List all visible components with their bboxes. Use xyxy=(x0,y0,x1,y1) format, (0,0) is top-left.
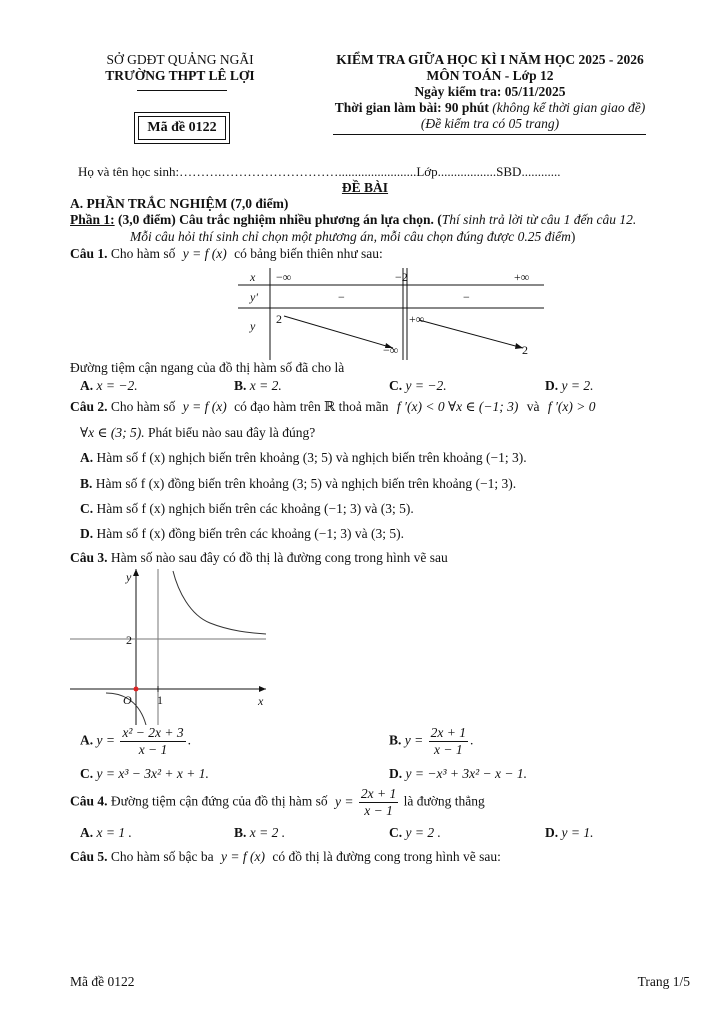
q3-y-arrow xyxy=(133,569,139,576)
part1-title: (3,0 điểm) Câu trắc nghiệm nhiều phương án lựa chọn. ( xyxy=(114,212,442,227)
q1-x-left: −∞ xyxy=(276,270,292,284)
q1-row-x: x xyxy=(250,270,256,284)
q4-option-a[interactable]: A. x = 1 . xyxy=(80,825,132,840)
exam-code-label: Mã đề 0122 xyxy=(138,116,226,140)
department-name: SỞ GDĐT QUẢNG NGÃI xyxy=(106,52,254,67)
q3-curve-right xyxy=(173,571,266,634)
q3-option-a[interactable]: A. y = $\frac{\text{x² − 2x + 3}}{x - 1}$ . xyxy=(80,725,191,757)
part1-label: Phần 1: xyxy=(70,212,115,227)
q1-function: y = f (x) xyxy=(182,246,227,261)
q1-variation-table xyxy=(238,268,544,360)
part1-note: Thí sinh trả lời từ câu 1 đến câu 12. xyxy=(441,212,637,227)
exam-title: KIỂM TRA GIỮA HỌC KÌ I NĂM HỌC 2025 - 2026 xyxy=(336,52,644,67)
q2-option-d[interactable]: D. Hàm số f (x) đồng biến trên các khoảng (−1; 3) và (3; 5). xyxy=(80,526,405,541)
q3-option-a-fraction: $\frac{\text{x² − 2x + 3}}{x - 1}$ xyxy=(122,725,184,757)
school-name: TRƯỜNG THPT LÊ LỢI xyxy=(105,68,255,83)
q1-row-yprime: y' xyxy=(250,290,258,304)
q1-option-c[interactable]: C. y = −2. xyxy=(389,378,447,393)
date-label: Ngày kiểm tra: xyxy=(414,84,502,99)
q4-option-d[interactable]: D. y = 1. xyxy=(545,825,594,840)
q1-x-mid: −2 xyxy=(395,270,408,284)
q3-x-label: x xyxy=(258,694,264,708)
q3-origin-label: O xyxy=(123,693,132,707)
q3-option-d[interactable]: D. y = −x³ + 3x² − x − 1. xyxy=(389,766,527,781)
footer-page-number: Trang 1/5 xyxy=(637,974,690,989)
part1-line2: Mỗi câu hỏi thí sinh chỉ chọn một phương án, mỗi câu chọn đúng được 0.25 điểm) xyxy=(130,229,576,244)
q1-x-right: +∞ xyxy=(514,270,530,284)
q2-option-c[interactable]: C. Hàm số f (x) nghịch biến trên các khoảng (−1; 3) và (3; 5). xyxy=(80,501,414,516)
q2-stem-line2: ∀x ∈ (3; 5). Phát biểu nào sau đây là đúng? xyxy=(80,425,316,440)
exam-duration xyxy=(300,100,680,116)
q3-label: Câu 3. xyxy=(70,550,108,565)
q1-question: Đường tiệm cận ngang của đồ thị hàm số đã cho là xyxy=(70,360,345,375)
q1-y-start: 2 xyxy=(276,312,282,326)
q1-yp-right: − xyxy=(463,290,470,304)
q3-stem: Câu 3. Hàm số nào sau đây có đồ thị là đường cong trong hình vẽ sau xyxy=(70,550,448,565)
q1-option-d[interactable]: D. y = 2. xyxy=(545,378,594,393)
q3-tick-x: 1 xyxy=(157,693,163,707)
q2-stem: Câu 2. Cho hàm số y = f (x) có đạo hàm trên ℝ thoả mãn f ′(x) < 0 ∀x ∈ (−1; 3) và f ′(x) > 0 xyxy=(70,399,596,414)
q2-condition-3: ∀x ∈ (3; 5). xyxy=(80,425,145,440)
q2-label: Câu 2. xyxy=(70,399,108,414)
q5-label: Câu 5. xyxy=(70,849,108,864)
pages-note: (Đề kiểm tra có 05 trang) xyxy=(420,116,560,131)
q2-option-b[interactable]: B. Hàm số f (x) đồng biến trên khoảng (3; 5) và nghịch biến trên khoảng (−1; 3). xyxy=(80,476,517,491)
q3-origin-point xyxy=(134,687,139,692)
q1-yp-left: − xyxy=(338,290,345,304)
q4-stem: Câu 4. Đường tiệm cận đứng của đồ thị hàm số y = $\frac{2x + 1}{x - 1}$ là đường thẳng xyxy=(70,786,485,818)
part1-heading xyxy=(70,212,636,228)
section-title: ĐỀ BÀI xyxy=(341,180,389,195)
q3-tick-y: 2 xyxy=(126,633,132,647)
q3-graph xyxy=(70,565,270,725)
q4-label: Câu 4. xyxy=(70,793,108,809)
q4-option-c[interactable]: C. y = 2 . xyxy=(389,825,441,840)
time-label: Thời gian làm bài: 90 phút xyxy=(334,100,489,115)
q3-option-c[interactable]: C. y = x³ − 3x² + x + 1. xyxy=(80,766,209,781)
q4-fraction: $\frac{2x + 1}{x - 1}$ xyxy=(360,786,397,818)
time-note: (không kể thời gian giao đề) xyxy=(492,100,646,115)
q4-option-b[interactable]: B. x = 2 . xyxy=(234,825,286,840)
q3-x-arrow xyxy=(259,686,266,692)
q3-y-label: y xyxy=(126,570,132,584)
exam-code-box xyxy=(134,112,230,144)
q1-option-b[interactable]: B. x = 2. xyxy=(234,378,282,393)
q1-row-y: y xyxy=(250,319,256,333)
part-a-heading: A. PHẦN TRẮC NGHIỆM (7,0 điểm) xyxy=(70,196,289,211)
date-value: 05/11/2025 xyxy=(504,84,566,99)
subject-line: MÔN TOÁN - Lớp 12 xyxy=(426,68,554,83)
q1-stem: Câu 1. Cho hàm số y = f (x) có bảng biến thiên như sau: xyxy=(70,246,383,261)
q1-label: Câu 1. xyxy=(70,246,108,261)
part1-note-line2: Mỗi câu hỏi thí sinh chỉ chọn một phương án, mỗi câu chọn đúng được 0.25 điểm xyxy=(130,229,571,244)
q1-y-right-start: +∞ xyxy=(409,312,425,326)
q1-y-end: 2 xyxy=(522,343,528,357)
q2-condition-2: f ′(x) > 0 xyxy=(547,399,596,414)
q2-condition-1: f ′(x) < 0 ∀x ∈ (−1; 3) xyxy=(396,399,519,414)
q2-option-a[interactable]: A. Hàm số f (x) nghịch biến trên khoảng (3; 5) và nghịch biến trên khoảng (−1; 3). xyxy=(80,450,527,465)
q5-function: y = f (x) xyxy=(221,849,265,864)
footer-exam-code: Mã đề 0122 xyxy=(70,974,135,989)
school-underline xyxy=(137,90,227,91)
student-info-line: Họ và tên học sinh:……….………………………........................Lớp..................SBD............ xyxy=(78,164,561,179)
header-rule xyxy=(333,134,646,135)
q5-stem: Câu 5. Cho hàm số bậc ba y = f (x) có đồ thị là đường cong trong hình vẽ sau: xyxy=(70,849,501,864)
q3-option-b[interactable]: B. y = $\frac{2x + 1}{x - 1}$ . xyxy=(389,725,474,757)
q1-y-left-end: −∞ xyxy=(383,343,399,357)
exam-date xyxy=(300,84,680,100)
q2-function: y = f (x) xyxy=(182,399,227,414)
q3-option-b-fraction: $\frac{2x + 1}{x - 1}$ xyxy=(430,725,466,757)
q1-option-a[interactable]: A. x = −2. xyxy=(80,378,138,393)
